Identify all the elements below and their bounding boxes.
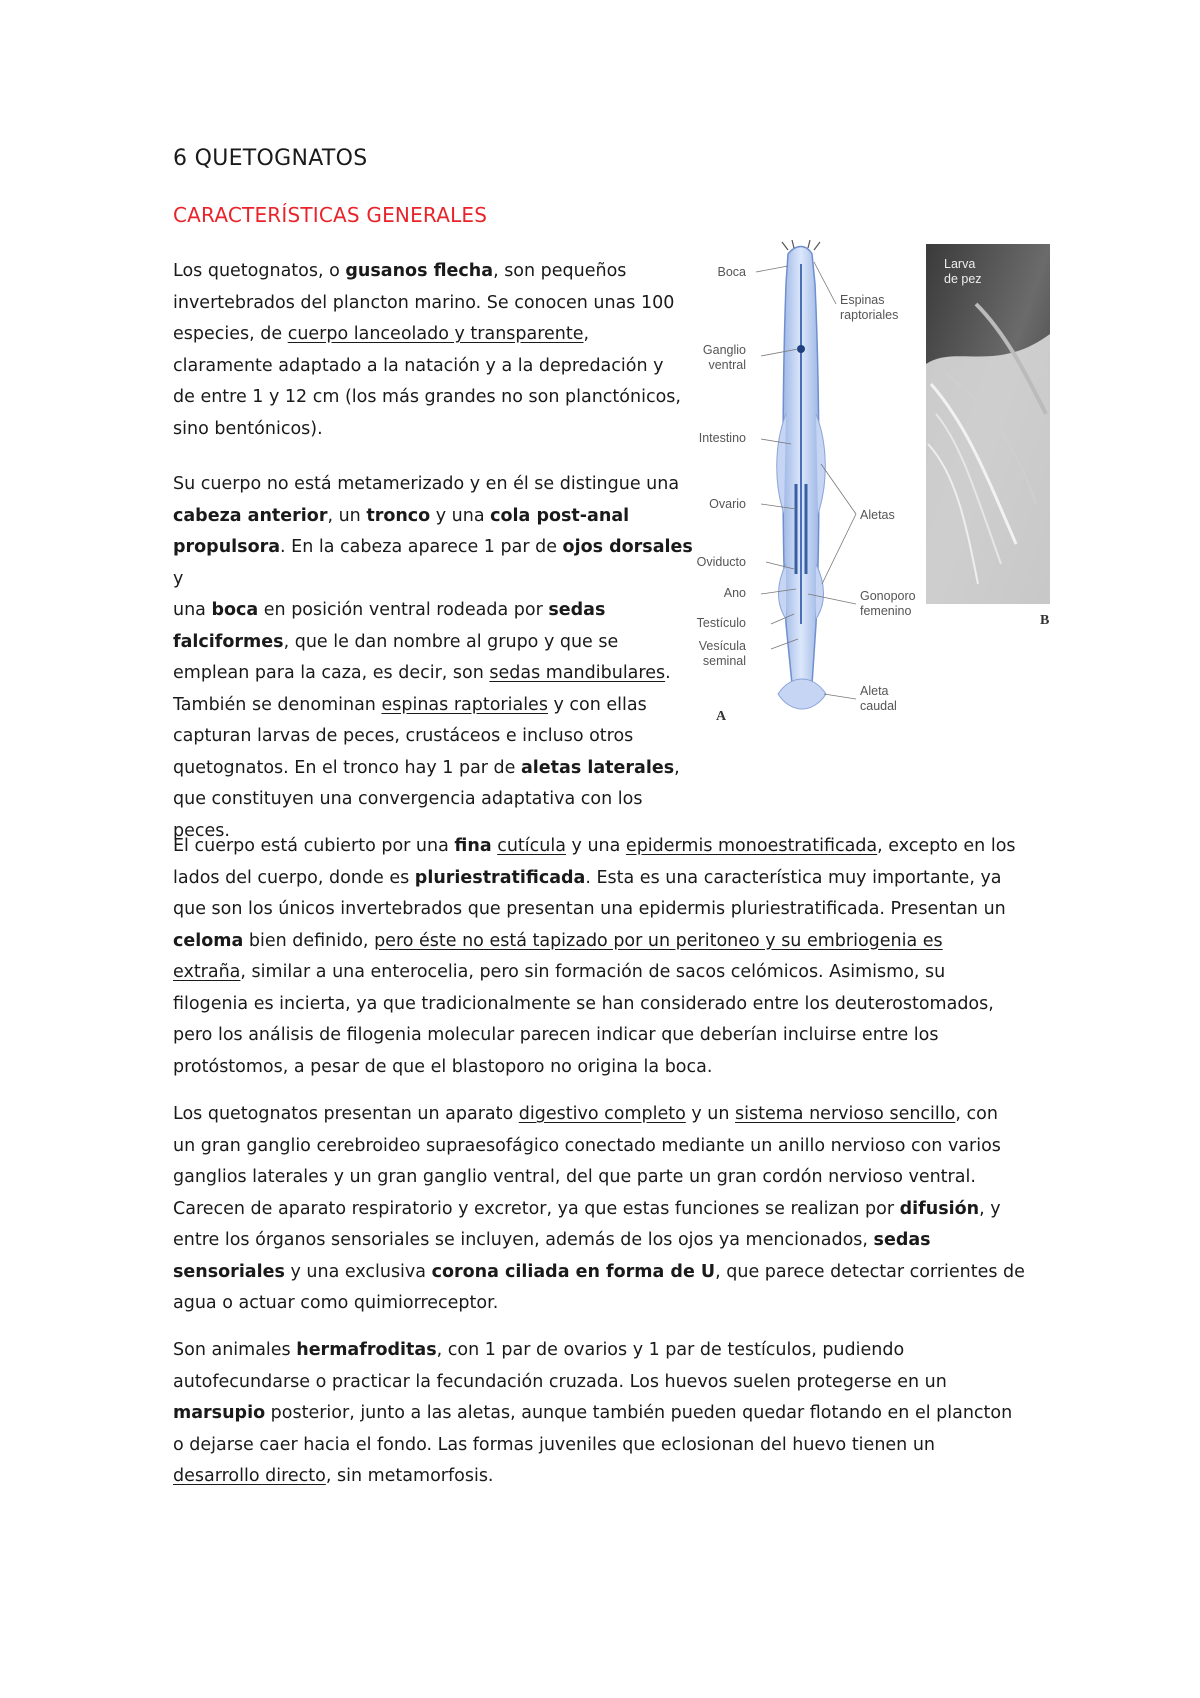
label-aleta-caudal-1: Aleta (860, 684, 889, 698)
label-aletas: Aletas (860, 508, 895, 522)
section-subtitle: CARACTERÍSTICAS GENERALES (173, 203, 488, 227)
label-gonoporo-2: femenino (860, 604, 912, 618)
label-testiculo: Testículo (696, 616, 746, 630)
paragraph-intro: Los quetognatos, o gusanos flecha, son pequeños invertebrados del plancton marino. Se conocen unas 100 especies, de cuerpo lanceolado y transparente, claramente adaptado a la natación y a la depredación y de entre 1 y 12 cm (los más grandes no son planctónicos, sino bentónicos). (173, 261, 681, 439)
label-gonoporo-1: Gonoporo (860, 589, 916, 603)
label-oviducto: Oviducto (696, 555, 746, 569)
label-espinas-2: raptoriales (840, 308, 899, 322)
label-larva-2: de pez (944, 272, 982, 286)
larva-photo-panel (926, 244, 1050, 604)
panel-letter-b: B (1040, 613, 1050, 628)
label-aleta-caudal-2: caudal (860, 699, 897, 713)
panel-letter-a: A (716, 709, 727, 724)
section-title: 6 QUETOGNATOS (173, 146, 368, 171)
paragraph-epidermis: El cuerpo está cubierto por una fina cutícula y una epidermis monoestratificada, excepto en los lados del cuerpo, donde es pluriestratificada. Esta es una característica muy importante, ya que son los únicos invertebrados que presentan una epidermis pluriestratificada. Presentan un celoma bien definido, pero éste no está tapizado por un peritoneo y su embriogenia es extraña, similar a una enterocelia, pero sin formación de sacos celómicos. Asimismo, su filogenia es incierta, ya que tradicionalmente se han considerado entre los deuterostomados, pero los análisis de filogenia molecular parecen indicar que deberían incluirse entre los protóstomos, a pesar de que el blastoporo no origina la boca. (173, 836, 1016, 1077)
label-larva-1: Larva (944, 257, 976, 271)
label-ganglio-2: ventral (708, 358, 746, 372)
label-ganglio-1: Ganglio (702, 343, 746, 357)
label-intestino: Intestino (698, 431, 746, 445)
label-ovario: Ovario (709, 497, 746, 511)
label-boca: Boca (717, 265, 746, 279)
label-ano: Ano (723, 586, 746, 600)
label-espinas-1: Espinas (840, 293, 885, 307)
label-vesicula-2: seminal (702, 654, 746, 668)
chaetognath-anatomy-figure (696, 244, 1050, 784)
paragraph-systems: Los quetognatos presentan un aparato digestivo completo y un sistema nervioso sencillo, con un gran ganglio cerebroideo supraesofágico conectado mediante un anillo nervioso con varios ganglios laterales y un gran ganglio ventral, del que parte un gran cordón nervioso ventral. Carecen de aparato respiratorio y excretor, ya que estas funciones se realizan por difusión, y entre los órganos sensoriales se incluyen, además de los ojos ya mencionados, sedas sensoriales y una exclusiva corona ciliada en forma de U, que parece detectar corrientes de agua o actuar como quimiorreceptor. (173, 1104, 1025, 1313)
chaetognath-body-diagram (777, 240, 826, 709)
label-vesicula-1: Vesícula (698, 639, 746, 653)
paragraph-body-structure: Su cuerpo no está metamerizado y en él se distingue una cabeza anterior, un tronco y una cola post-anal propulsora. En la cabeza aparece 1 par de ojos dorsales y una boca en posición ventral rodeada por sedas falciformes, que le dan nombre al grupo y que se emplean para la caza, es decir, son sedas mandibulares. También se denominan espinas raptoriales y con ellas capturan larvas de peces, crustáceos e incluso otros quetognatos. En el tronco hay 1 par de aletas laterales, que constituyen una convergencia adaptativa con los peces. (173, 474, 693, 841)
paragraph-reproduction: Son animales hermafroditas, con 1 par de ovarios y 1 par de testículos, pudiendo autofecundarse o practicar la fecundación cruzada. Los huevos suelen protegerse en un marsupio posterior, junto a las aletas, aunque también pueden quedar flotando en el plancton o dejarse caer hacia el fondo. Las formas juveniles que eclosionan del huevo tienen un desarrollo directo, sin metamorfosis. (173, 1340, 1013, 1486)
